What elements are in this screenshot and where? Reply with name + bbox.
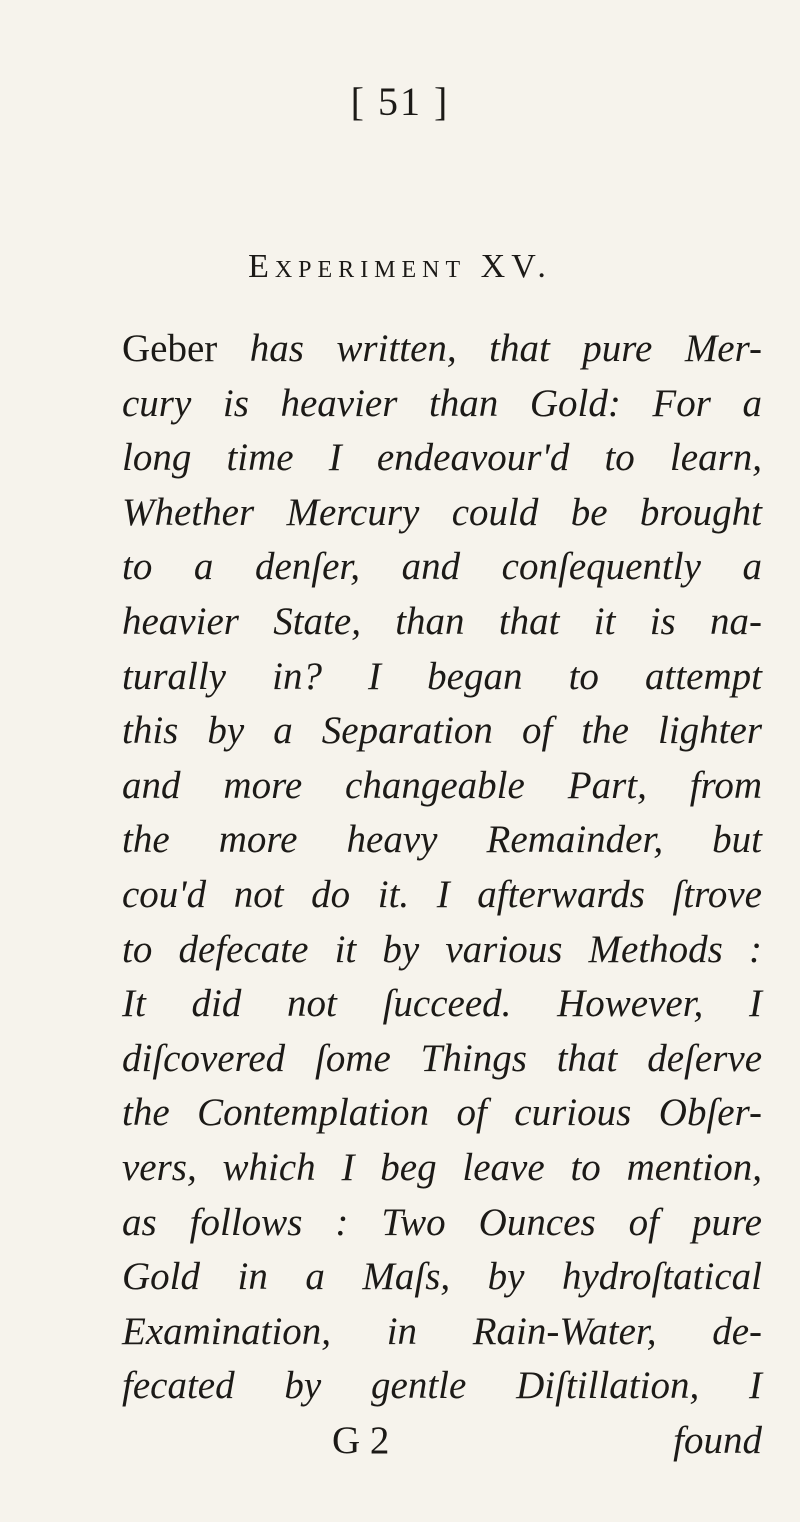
catchword: found <box>673 1418 762 1462</box>
text-line: Examination, in Rain-Water, de- <box>122 1309 762 1353</box>
text-line: the more heavy Remainder, but <box>122 818 762 862</box>
text-line: Gold in a Maſs, by hydroſtatical <box>122 1255 762 1299</box>
text-line: cou'd not do it. I afterwards ſtrove <box>122 872 762 916</box>
text-line: the Contemplation of curious Obſer- <box>122 1091 762 1135</box>
lead-word: Geber <box>122 327 218 370</box>
page-number: [ 51 ] <box>350 79 450 124</box>
text-line: cury is heavier than Gold: For a <box>122 381 762 425</box>
text-line: as follows : Two Ounces of pure <box>122 1200 762 1244</box>
text-line <box>122 322 762 377</box>
signature-mark: G 2 <box>332 1418 390 1462</box>
text-line: this by a Separation of the lighter <box>122 709 762 753</box>
experiment-heading: Experiment XV. <box>248 248 552 285</box>
text-line: diſcovered ſome Things that deſerve <box>122 1036 762 1080</box>
text-line: fecated by gentle Diſtillation, I <box>122 1364 762 1408</box>
text-line: to a denſer, and conſequently a <box>122 545 762 589</box>
catch-line <box>122 1414 762 1469</box>
text-line: turally in? I began to attempt <box>122 654 762 698</box>
text-line: long time I endeavour'd to learn, <box>122 436 762 480</box>
text-line: to defecate it by various Methods : <box>122 927 762 971</box>
body-text <box>122 322 762 1468</box>
text-line: and more changeable Part, from <box>122 763 762 807</box>
text-line: heavier State, than that it is na- <box>122 599 762 643</box>
text-line: vers, which I beg leave to mention, <box>122 1145 762 1189</box>
text-line: It did not ſucceed. However, I <box>122 982 762 1026</box>
text-line-content: has written, that pure Mer- <box>217 327 762 370</box>
text-line: Whether Mercury could be brought <box>122 490 762 534</box>
